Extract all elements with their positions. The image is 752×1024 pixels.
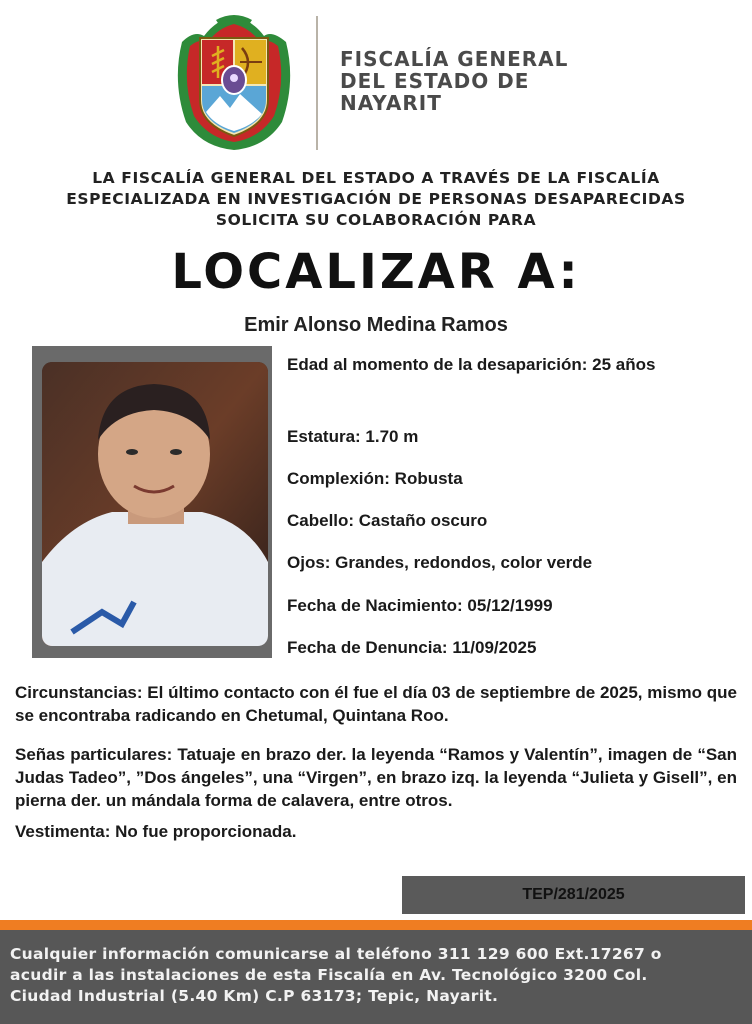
header-divider — [316, 16, 318, 150]
state-seal-icon — [172, 12, 296, 150]
intro-line-3: SOLICITA SU COLABORACIÓN PARA — [215, 211, 537, 229]
organization-name — [340, 48, 568, 114]
eyes-field: Ojos: Grandes, redondos, color verde — [287, 553, 593, 572]
contact-info — [10, 944, 744, 1007]
contact-line-1: Cualquier información comunicarse al teléfono 311 129 600 Ext.17267 o — [10, 945, 662, 963]
footer — [0, 930, 752, 1024]
circumstances-text: Circunstancias: El último contacto con él fue el día 03 de septiembre de 2025, mismo que se encontraba radicando en Chetumal, Quintana Roo. — [15, 683, 737, 725]
intro-line-2: ESPECIALIZADA EN INVESTIGACIÓN DE PERSONAS DESAPARECIDAS — [66, 190, 686, 208]
contact-line-3: Ciudad Industrial (5.40 Km) C.P 63173; Tepic, Nayarit. — [10, 987, 499, 1005]
height-field: Estatura: 1.70 m — [287, 427, 419, 446]
hair-field: Cabello: Castaño oscuro — [287, 511, 488, 530]
person-name: Emir Alonso Medina Ramos — [244, 314, 508, 336]
contact-line-2: acudir a las instalaciones de esta Fiscalía en Av. Tecnológico 3200 Col. — [10, 966, 648, 984]
clothing-text: Vestimenta: No fue proporcionada. — [15, 822, 297, 841]
case-number: TEP/281/2025 — [522, 886, 625, 903]
age-field: Edad al momento de la desaparición: 25 años — [287, 355, 656, 374]
distinguishing-marks-text: Señas particulares: Tatuaje en brazo der. la leyenda “Ramos y Valentín”, imagen de “San Judas Tadeo”, ”Dos ángeles”, una “Virgen”, en brazo izq. la leyenda “Julieta y Gisell”, en pierna der. un mándala forma de calavera, entre otros. — [15, 745, 737, 810]
person-photo — [42, 362, 268, 646]
accent-stripe — [0, 920, 752, 930]
headline: LOCALIZAR A: — [171, 244, 581, 300]
report-date-field: Fecha de Denuncia: 11/09/2025 — [287, 638, 537, 657]
birth-date-field: Fecha de Nacimiento: 05/12/1999 — [287, 596, 553, 615]
org-line-1: FISCALÍA GENERAL — [340, 47, 569, 71]
build-field: Complexión: Robusta — [287, 469, 463, 488]
person-photo-icon — [42, 362, 268, 646]
header — [0, 0, 752, 160]
intro-text — [0, 168, 752, 231]
org-line-3: NAYARIT — [340, 91, 442, 115]
intro-line-1: LA FISCALÍA GENERAL DEL ESTADO A TRAVÉS DE LA FISCALÍA — [92, 169, 660, 187]
case-number-box — [402, 876, 745, 914]
org-line-2: DEL ESTADO DE — [340, 69, 530, 93]
